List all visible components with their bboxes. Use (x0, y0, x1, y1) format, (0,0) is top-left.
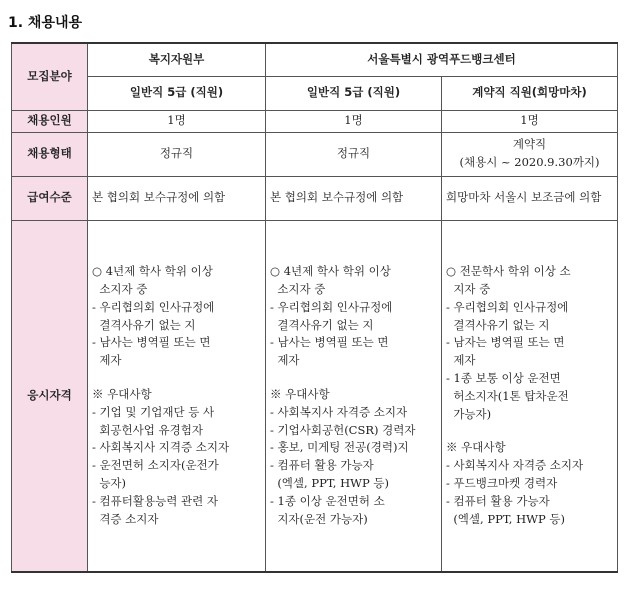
spacer (446, 423, 613, 439)
requirement-line: 결격사유기 없는 지 (92, 317, 196, 332)
preference-line: ※ 우대사항 (92, 386, 152, 401)
requirement-line: 제자 (270, 353, 300, 368)
preference-line: - 사회복지사 자격증 소지자 (446, 458, 584, 473)
requirement-line: 가능자) (446, 406, 492, 421)
requirement-line: 결격사유기 없는 지 (446, 317, 550, 332)
requirement-line: 허소지자(1톤 탑차운전 (446, 388, 569, 403)
org-header-welfare: 복지자원부 (88, 43, 266, 76)
recruitment-table (11, 42, 618, 573)
qualification-cell (266, 220, 442, 572)
salary-cell: 본 협의회 보수규정에 의함 (88, 176, 266, 220)
requirement-line: - 우리협의회 인사규정에 (270, 299, 393, 314)
requirement-line: ○ 4년제 학사 학위 이상 (92, 264, 213, 279)
headcount-cell: 1명 (442, 110, 618, 132)
preference-line: ※ 우대사항 (270, 386, 330, 401)
preference-line: - 컴퓨터 활용 가능자 (446, 493, 550, 508)
requirement-line: 제자 (446, 353, 476, 368)
position-header: 일반직 5급 (직원) (266, 76, 442, 110)
salary-row (12, 176, 618, 220)
preference-line: - 사회복지사 자격증 소지자 (270, 404, 408, 419)
preference-line: - 푸드뱅크마켓 경력자 (446, 476, 558, 490)
preference-line: 격증 소지자 (92, 511, 159, 526)
requirement-line: 지자 중 (446, 281, 491, 296)
preference-line: 회공헌사업 유경험자 (92, 422, 203, 437)
row-label-qualification: 응시자격 (12, 220, 88, 572)
preference-line: - 컴퓨터활용능력 관련 자 (92, 493, 218, 508)
requirement-line: ○ 4년제 학사 학위 이상 (270, 264, 391, 279)
qualification-cell (442, 220, 618, 572)
requirement-line: - 남사는 병역필 또는 면 (92, 335, 211, 350)
requirement-line: - 1종 보통 이상 운전면 (446, 370, 561, 385)
requirement-line: - 남사는 병역필 또는 면 (270, 335, 389, 350)
preference-line: 지자(운전 가능자) (270, 511, 368, 526)
headcount-cell: 1명 (88, 110, 266, 132)
position-header-row (12, 76, 618, 110)
contract-period: (채용시 ~ 2020.9.30까지) (459, 155, 600, 169)
employment-type-contract-cell (442, 132, 618, 176)
qualification-cell (88, 220, 266, 572)
preference-line: - 사회복지사 지격증 소지자 (92, 440, 230, 455)
contract-type: 계약직 (512, 137, 547, 152)
row-label-headcount: 채용인원 (12, 110, 88, 132)
employment-type-cell: 정규직 (88, 132, 266, 176)
row-label-employment-type: 채용형태 (12, 132, 88, 176)
org-header-foodbank: 서울특별시 광역푸드뱅크센터 (266, 43, 618, 76)
headcount-row (12, 110, 618, 132)
spacer (270, 370, 437, 386)
requirement-line: - 남자는 병역필 또는 면 (446, 335, 565, 350)
preference-line: 능자) (92, 476, 127, 490)
requirement-line: - 우리협의회 인사규정에 (446, 299, 569, 314)
employment-type-row (12, 132, 618, 176)
preference-line: (엑셀, PPT, HWP 등) (446, 511, 565, 526)
position-header: 일반직 5급 (직원) (88, 76, 266, 110)
preference-line: - 운전면허 소지자(운전가 (92, 458, 219, 473)
section-title: 1. 채용내용 (8, 15, 83, 31)
row-label-field: 모집분야 (12, 43, 88, 110)
requirement-line: 제자 (92, 353, 122, 368)
salary-cell: 희망마차 서울시 보조금에 의함 (442, 176, 618, 220)
org-header-row (12, 43, 618, 76)
salary-cell: 본 협의회 보수규정에 의함 (266, 176, 442, 220)
preference-line: (엑셀, PPT, HWP 등) (270, 476, 389, 490)
headcount-cell: 1명 (266, 110, 442, 132)
requirement-line: 결격사유기 없는 지 (270, 317, 374, 332)
requirement-line: 소지자 중 (270, 281, 326, 296)
position-header: 계약직 직원(희망마차) (442, 76, 618, 110)
preference-line: - 컴퓨터 활용 가능자 (270, 458, 374, 473)
requirement-line: - 우리협의회 인사규정에 (92, 299, 215, 314)
row-label-salary: 급여수준 (12, 176, 88, 220)
preference-line: - 홍보, 미게팅 전공(경력)지 (270, 440, 409, 455)
requirement-line: 소지자 중 (92, 281, 148, 296)
requirement-line: ○ 전문학사 학위 이상 소 (446, 264, 571, 279)
preference-line: - 기업사회공헌(CSR) 경력자 (270, 422, 416, 437)
employment-type-cell: 정규직 (266, 132, 442, 176)
spacer (92, 370, 261, 386)
qualification-row (12, 220, 618, 572)
preference-line: - 1종 이상 운전면허 소 (270, 493, 385, 508)
preference-line: - 기업 및 기업재단 등 사 (92, 404, 215, 419)
preference-line: ※ 우대사항 (446, 440, 506, 455)
